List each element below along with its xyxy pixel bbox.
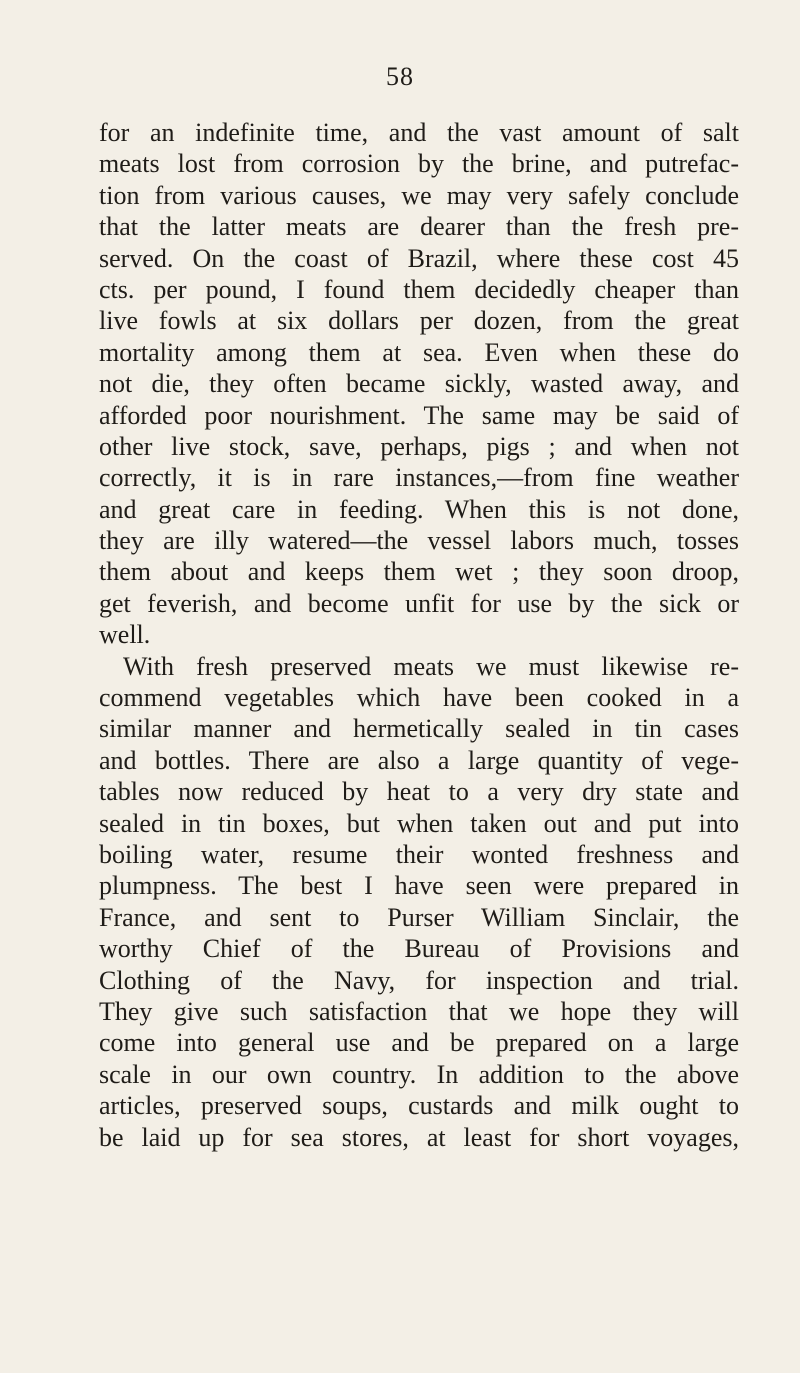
text-line: afforded poor nourishment. The same may be said of [99, 400, 739, 430]
text-line: mortality among them at sea. Even when these do [99, 337, 739, 367]
text-line: With fresh preserved meats we must likewise re- [123, 651, 739, 681]
text-line: articles, preserved soups, custards and milk ought to [99, 1091, 739, 1121]
text-line: Clothing of the Navy, for inspection and trial. [99, 965, 739, 995]
text-line: well. [99, 620, 151, 650]
text-line: served. On the coast of Brazil, where these cost 45 [99, 243, 739, 273]
text-line: similar manner and hermetically sealed in tin cases [99, 714, 739, 744]
text-line: get feverish, and become unfit for use by the sick or [99, 588, 739, 618]
text-line: worthy Chief of the Bureau of Provisions and [99, 934, 739, 964]
text-line: commend vegetables which have been cooked in a [99, 683, 739, 713]
text-line: not die, they often became sickly, wasted away, and [99, 369, 739, 399]
text-line: cts. per pound, I found them decidedly cheaper than [99, 274, 739, 304]
text-line: They give such satisfaction that we hope they will [99, 996, 739, 1026]
text-line: they are illy watered—the vessel labors much, tosses [99, 526, 739, 556]
text-line: them about and keeps them wet ; they soon droop, [99, 557, 739, 587]
text-line: tables now reduced by heat to a very dry state and [99, 777, 739, 807]
text-line: that the latter meats are dearer than the fresh pre- [99, 212, 739, 242]
text-line: tion from various causes, we may very safely conclude [99, 180, 739, 210]
text-line: for an indefinite time, and the vast amount of salt [99, 118, 739, 147]
body-text [99, 117, 739, 1153]
text-line: live fowls at six dollars per dozen, from the great [99, 306, 739, 336]
text-line: sealed in tin boxes, but when taken out and put into [99, 808, 739, 838]
text-line: and great care in feeding. When this is not done, [99, 494, 739, 524]
text-line: France, and sent to Purser William Sinclair, the [99, 902, 739, 932]
text-line: boiling water, resume their wonted freshness and [99, 839, 739, 869]
text-line: be laid up for sea stores, at least for short voyages, [99, 1122, 739, 1152]
text-line: scale in our own country. In addition to the above [99, 1059, 739, 1089]
page-number: 58 [386, 62, 414, 91]
text-line: correctly, it is in rare instances,—from fine weather [99, 463, 739, 493]
text-line: plumpness. The best I have seen were prepared in [99, 871, 739, 901]
text-line: other live stock, save, perhaps, pigs ; and when not [99, 431, 739, 461]
text-line: meats lost from corrosion by the brine, and putrefac- [99, 149, 739, 179]
text-line: come into general use and be prepared on a large [99, 1028, 739, 1058]
text-line: and bottles. There are also a large quantity of vege- [99, 745, 739, 775]
